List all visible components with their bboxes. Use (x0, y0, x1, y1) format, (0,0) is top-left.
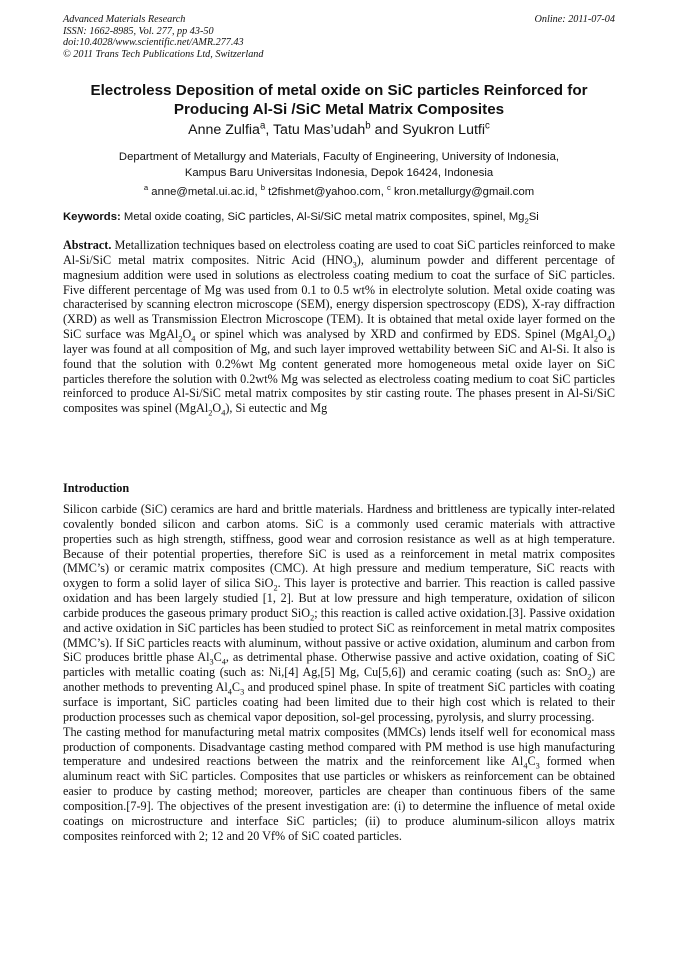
affiliation (63, 150, 615, 181)
subscript: 2 (593, 334, 598, 344)
journal-name: Advanced Materials Research (63, 14, 186, 25)
keywords-label: Keywords: (63, 211, 121, 223)
abstract-text: or spinel which was analysed by XRD and confirmed by EDS. Spinel (MgAl (195, 327, 594, 342)
email-c[interactable]: kron.metallurgy@gmail.com (393, 186, 535, 198)
email-separator: , (380, 186, 387, 198)
title-line-1: Electroless Deposition of metal oxide on SiC particles Reinforced for (90, 82, 588, 99)
subscript: 3 (240, 687, 245, 697)
author-separator: , (265, 122, 273, 138)
copyright-line: © 2011 Trans Tech Publications Ltd, Switzerland (63, 48, 264, 60)
doi-line: doi:10.4028/www.scientific.net/AMR.277.43 (63, 37, 244, 48)
keywords-text: Metal oxide coating, SiC particles, Al-Si/SiC metal matrix composites, spinel, Mg (120, 211, 525, 223)
journal-header (63, 14, 615, 60)
intro-text: ; this reaction is called active oxidation.[3]. Passive oxidation and active oxidation in SiC particles has been studied to protect SiC as reinforcement in metal matrix composites (MMC’s). If SiC particles reacts with aluminum, without passive or active oxidation, aluminum and carbon from SiC produces brittle phase Al (63, 605, 616, 665)
section-heading-introduction: Introduction (63, 481, 130, 495)
intro-text: . This layer is protective and barrier. This reaction is called passive oxidation and has been largely studied [1, 2]. But at low pressure and high temperature, oxidation of silicon carbide produces the gaseous primary product SiO (63, 576, 615, 620)
abstract-text: O (598, 327, 607, 342)
introduction-body (63, 502, 615, 843)
intro-text: and produced spinel phase. In spite of treatment SiC particles with coating surface is important, SiC particles coating had been limited due to their high cost which is related to their production processes such as chemical vapor deposition, sol-gel processing, pyrolysis, and slurry processing. (63, 680, 615, 724)
paper-title (63, 81, 615, 119)
abstract-text: O (182, 327, 192, 342)
online-date: Online: 2011-07-04 (534, 14, 615, 25)
subscript: 4 (221, 408, 226, 418)
subscript: 2 (178, 334, 183, 344)
subscript: 3 (535, 761, 540, 771)
subscript: 3 (209, 657, 214, 667)
author-list (63, 121, 615, 139)
subscript: 2 (273, 583, 278, 593)
email-b-sup: b (260, 183, 265, 193)
abstract-text: ) layer was found at all composition of Mg, and such layer improved wettability between SiC and Al-Si. It also is found that the solution with 0.2%wt Mg content generated more homogeneous metal oxide layer on SiC particles therefore the solution with 0.2wt% Mg was selected as electroless coating medium to coat SiC particles reinforced to produce Al-Si/SiC metal matrix composites by stir casting route. The phases present in Al-Si/SiC composites was spinel (MgAl (63, 327, 616, 416)
affiliation-line-1: Department of Metallurgy and Materials, Faculty of Engineering, University of Indonesia, (118, 151, 560, 163)
author-1-sup: a (259, 120, 266, 132)
abstract (63, 238, 615, 416)
author-2-sup: b (365, 120, 371, 132)
email-b[interactable]: t2fishmet@yahoo.com (268, 186, 381, 198)
intro-paragraph-1 (63, 502, 615, 725)
intro-text: ) are another methods to preventing Al (63, 665, 615, 695)
email-separator: , (254, 186, 261, 198)
author-3-sup: c (485, 120, 490, 132)
title-line-2: Producing Al-Si /SiC Metal Matrix Composites (173, 101, 505, 118)
subscript: 2 (310, 613, 315, 623)
author-1: Anne Zulfia (188, 122, 260, 138)
author-emails (63, 185, 615, 199)
subscript: 3 (352, 260, 357, 270)
subscript: 4 (227, 687, 232, 697)
abstract-text: Metallization techniques based on electroless coating are used to coat SiC particles reinforced to make Al-Si/SiC metal matrix composites. Nitric Acid (HNO (63, 238, 615, 267)
subscript: 4 (606, 334, 611, 344)
intro-text: Silicon carbide (SiC) ceramics are hard and brittle materials. Hardness and brittleness are typically inter-related covalently bonded silicon and carbon atoms. SiC is a commonly used ceramic materials with attractive properties such as high strength, stiffness, good wear and corrosion resistance as well as at high temperature. Because of their potential properties, therefore SiC is used as a reinforcement in metal matrix composites (MMC’s) or ceramic matrix composites (CMC). At high pressure and medium temperature, SiC reacts with oxygen to form a solid layer of silica SiO (63, 502, 615, 591)
affiliation-line-2: Kampus Baru Universitas Indonesia, Depok 16424, Indonesia (184, 166, 494, 179)
subscript: 4 (191, 334, 196, 344)
subscript: 2 (208, 408, 213, 418)
subscript: 4 (221, 657, 226, 667)
intro-paragraph-2 (63, 725, 615, 844)
author-separator-and: and (370, 122, 403, 138)
author-2: Tatu Mas’udah (272, 122, 366, 138)
email-a-sup: a (143, 183, 149, 193)
subscript: 2 (587, 672, 592, 682)
intro-text: , as detrimental phase. Otherwise passive and active oxidation, coating of SiC particles with metallic coating (such as: Ni,[4] Ag,[5] Mg, Cu[5,6]) and ceramic coating (such as: SnO (63, 650, 615, 680)
keywords (63, 210, 623, 224)
intro-text: The casting method for manufacturing metal matrix composites (MMCs) lends itself well for economical mass production of components. Disadvantage casting method compared with PM method is use high manufacturing temperature and undesired reactions between the matrix and the reinforcement like Al (63, 724, 615, 769)
keywords-tail: Si (528, 211, 539, 223)
intro-text: C (527, 754, 536, 769)
subscript: 4 (523, 761, 528, 771)
keywords-sub: 2 (524, 216, 529, 226)
abstract-text: O (212, 401, 222, 416)
abstract-label: Abstract. (63, 238, 112, 252)
intro-text: C (231, 680, 241, 695)
abstract-text: ), aluminum powder and different percentage of magnesium addition were used in solutions as electroless coating medium to coat the surface of SiC particles. Five different percentage of Mg was used from 0.1 to 0.5 wt% in electrolyte solution. Metal oxide coating was characterised by scanning electron microscope (SEM), energy dispersion spectroscopy (EDS), X-ray diffraction (XRD) as well as Transmission Electron Microscope (TEM). It is obtained that metal oxide layer formed on the SiC surface was MgAl (63, 252, 615, 342)
abstract-text: ), Si eutectic and Mg (225, 401, 328, 416)
issn-line: ISSN: 1662-8985, Vol. 277, pp 43-50 (63, 25, 214, 37)
intro-text: C (213, 650, 222, 665)
email-a[interactable]: anne@metal.ui.ac.id (151, 186, 255, 198)
intro-text: formed when aluminum react with SiC particles. Composites that use particles or whiskers as reinforcement can be obtained easier to produce by casting method; moreover, particles are cheaper than continuous fibers of the same composition.[7-9]. The objectives of the present investigation are: (i) to determine the influence of metal oxide coatings on microstructure and interface SiC particles; (ii) to produce aluminum-silicon alloys matrix composites reinforced with 2; 12 and 20 Vf% of SiC coated particles. (63, 754, 616, 843)
email-c-sup: c (386, 183, 391, 193)
author-3: Syukron Lutfi (402, 122, 485, 138)
